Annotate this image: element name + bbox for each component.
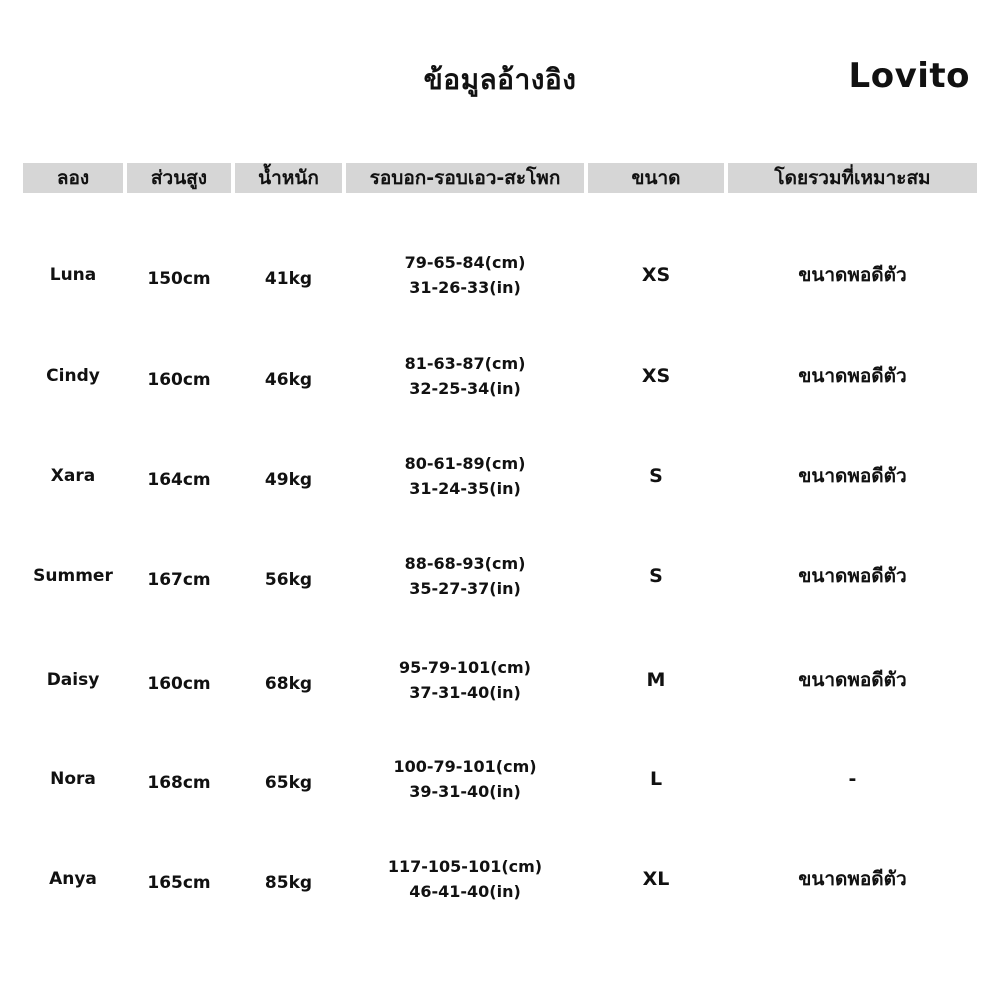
measurements-cell xyxy=(346,849,584,909)
height-cell: 168cm xyxy=(147,773,211,793)
model-cell: Summer xyxy=(33,566,113,586)
measurements-cell xyxy=(346,446,584,506)
weight-cell: 41kg xyxy=(264,269,313,289)
measurements-in: 32-25-34(in) xyxy=(409,379,521,398)
table-header xyxy=(0,163,1000,193)
size-cell: XL xyxy=(642,868,670,890)
measurements-cell xyxy=(346,749,584,809)
weight-cell: 65kg xyxy=(264,773,313,793)
size-cell: S xyxy=(649,465,663,487)
height-cell: 160cm xyxy=(147,674,211,694)
table-row xyxy=(0,749,1000,809)
table-row xyxy=(0,245,1000,305)
header-weight: น้ำหนัก xyxy=(235,163,342,193)
header-fit: โดยรวมที่เหมาะสม xyxy=(728,163,977,193)
size-cell: XS xyxy=(641,264,671,286)
table-row xyxy=(0,546,1000,606)
model-cell: Luna xyxy=(49,265,97,285)
measurements-cm: 88-68-93(cm) xyxy=(404,554,526,573)
fit-cell: ขนาดพอดีตัว xyxy=(798,465,907,487)
height-cell: 167cm xyxy=(147,570,211,590)
measurements-cm: 100-79-101(cm) xyxy=(393,757,537,776)
header-size: ขนาด xyxy=(588,163,724,193)
weight-cell: 85kg xyxy=(264,873,313,893)
measurements-cell xyxy=(346,346,584,406)
size-cell: L xyxy=(649,768,663,790)
weight-cell: 46kg xyxy=(264,370,313,390)
measurements-in: 46-41-40(in) xyxy=(409,882,521,901)
header-model: ลอง xyxy=(23,163,123,193)
height-cell: 164cm xyxy=(147,470,211,490)
measurements-in: 31-26-33(in) xyxy=(409,278,521,297)
measurements-in: 37-31-40(in) xyxy=(409,683,521,702)
measurements-cm: 81-63-87(cm) xyxy=(404,354,526,373)
header-measurements: รอบอก-รอบเอว-สะโพก xyxy=(346,163,584,193)
fit-cell: ขนาดพอดีตัว xyxy=(798,868,907,890)
height-cell: 165cm xyxy=(147,873,211,893)
measurements-cell xyxy=(346,650,584,710)
brand-logo: Lovito xyxy=(848,56,970,96)
measurements-cm: 80-61-89(cm) xyxy=(404,454,526,473)
measurements-in: 31-24-35(in) xyxy=(409,479,521,498)
table-row xyxy=(0,849,1000,909)
header-height: ส่วนสูง xyxy=(127,163,231,193)
model-cell: Xara xyxy=(50,466,96,486)
measurements-cell xyxy=(346,245,584,305)
measurements-in: 35-27-37(in) xyxy=(409,579,521,598)
weight-cell: 56kg xyxy=(264,570,313,590)
weight-cell: 68kg xyxy=(264,674,313,694)
size-cell: M xyxy=(646,669,666,691)
table-row xyxy=(0,446,1000,506)
model-cell: Anya xyxy=(49,869,97,889)
measurements-cell xyxy=(346,546,584,606)
measurements-in: 39-31-40(in) xyxy=(409,782,521,801)
model-cell: Cindy xyxy=(46,366,100,386)
weight-cell: 49kg xyxy=(264,470,313,490)
height-cell: 160cm xyxy=(147,370,211,390)
fit-cell: - xyxy=(848,768,857,790)
fit-cell: ขนาดพอดีตัว xyxy=(798,669,907,691)
size-cell: XS xyxy=(641,365,671,387)
measurements-cm: 117-105-101(cm) xyxy=(387,857,543,876)
table-row xyxy=(0,650,1000,710)
measurements-cm: 79-65-84(cm) xyxy=(404,253,526,272)
size-cell: S xyxy=(649,565,663,587)
fit-cell: ขนาดพอดีตัว xyxy=(798,565,907,587)
height-cell: 150cm xyxy=(147,269,211,289)
model-cell: Daisy xyxy=(46,670,100,690)
fit-cell: ขนาดพอดีตัว xyxy=(798,264,907,286)
table-row xyxy=(0,346,1000,406)
model-cell: Nora xyxy=(50,769,96,789)
fit-cell: ขนาดพอดีตัว xyxy=(798,365,907,387)
measurements-cm: 95-79-101(cm) xyxy=(399,658,531,677)
page-title: ข้อมูลอ้างอิง xyxy=(423,63,577,96)
